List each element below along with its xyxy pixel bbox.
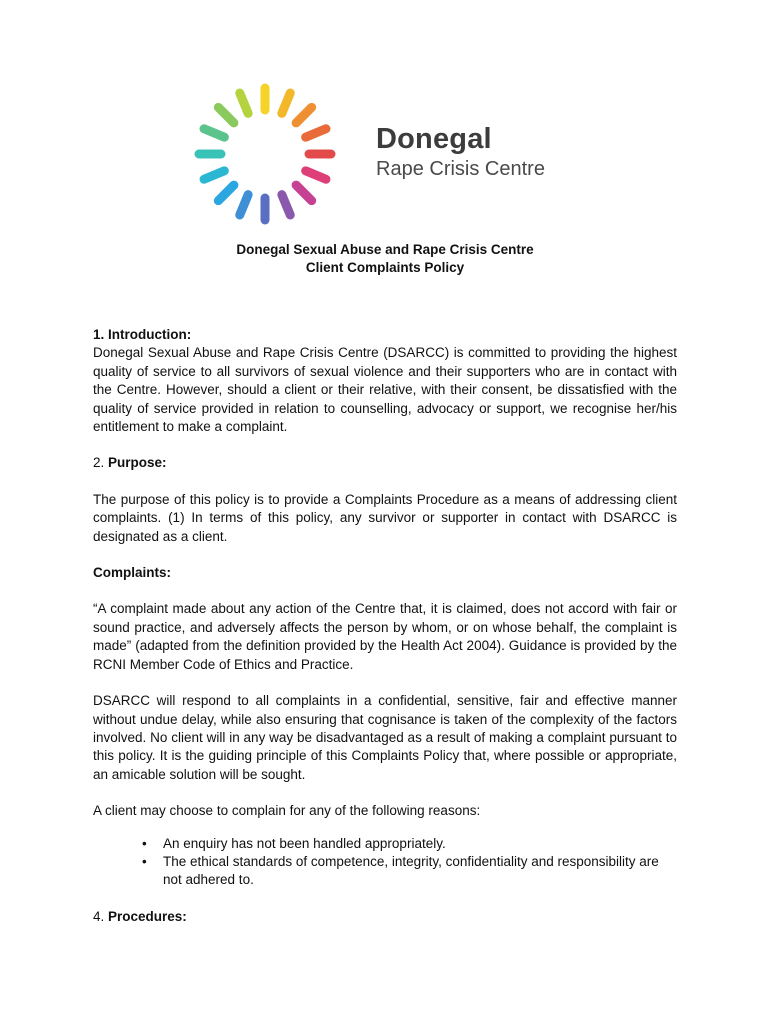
complaint-reasons-list	[93, 835, 677, 890]
logo-ray	[282, 195, 290, 215]
list-item-text: An enquiry has not been handled appropriately.	[163, 835, 446, 851]
title-line-1: Donegal Sexual Abuse and Rape Crisis Centre	[236, 242, 534, 257]
complaint-definition-paragraph: “A complaint made about any action of the Centre that, it is claimed, does not accord with fair or sound practice, and adversely affects the person by whom, or on whose behalf, the complaint is made” (adapted from the definition provided by the Health Act 2004). Guidance is provided by the RCNI Member Code of Ethics and Practice.	[93, 601, 677, 672]
bullet-icon: •	[142, 835, 147, 851]
title-line-2: Client Complaints Policy	[305, 260, 465, 275]
intro-heading: 1. Introduction:	[93, 327, 192, 342]
logo-ray	[218, 185, 234, 201]
complaints-heading: Complaints:	[93, 565, 172, 581]
logo-ray	[306, 171, 326, 179]
logo-ray	[240, 93, 248, 113]
logo-org-name: Donegal	[376, 123, 492, 155]
logo-ray	[306, 129, 326, 137]
document-body	[93, 326, 677, 926]
purpose-heading-label: Purpose:	[108, 455, 167, 471]
logo-ray	[296, 107, 312, 123]
complaint-response-paragraph: DSARCC will respond to all complaints in a confidential, sensitive, fair and effective manner without undue delay, while also ensuring that cognisance is taken of the complexity of the factors involved. No client will in any way be disadvantaged as a result of making a complaint pursuant to this policy. It is the guiding principle of this Complaints Policy that, where possible or appropriate, an amicable solution will be sought.	[93, 693, 677, 782]
logo-ray	[204, 129, 224, 137]
logo-ray	[296, 185, 312, 201]
procedures-heading	[93, 908, 677, 926]
list-item-text: The ethical standards of competence, integrity, confidentiality and responsibility are not adhered to.	[163, 853, 659, 888]
purpose-number: 2.	[93, 455, 109, 471]
purpose-paragraph: The purpose of this policy is to provide a Complaints Procedure as a means of addressing client complaints. (1) In terms of this policy, any survivor or supporter in contact with DSARCC is designated as a client.	[93, 491, 677, 544]
organization-logo	[190, 82, 590, 232]
complaint-reasons-intro: A client may choose to complain for any of the following reasons:	[93, 803, 481, 819]
intro-paragraph: Donegal Sexual Abuse and Rape Crisis Centre (DSARCC) is committed to providing the highest quality of service to all survivors of sexual violence and their supporters who are in contact with the Centre. However, should a client or their relative, with their consent, be dissatisfied with the quality of service provided in relation to counselling, advocacy or support, we recognise her/his entitlement to make a complaint.	[93, 345, 677, 435]
list-item	[142, 853, 677, 890]
logo-ray	[204, 171, 224, 179]
procedures-heading-label: Procedures:	[108, 908, 187, 924]
document-title	[0, 241, 770, 277]
logo-ray	[240, 195, 248, 215]
bullet-icon: •	[142, 853, 147, 869]
purpose-heading	[93, 454, 677, 472]
list-item	[142, 835, 677, 853]
sunburst-logo-icon	[190, 82, 360, 232]
logo-org-subtitle: Rape Crisis Centre	[376, 158, 545, 180]
logo-ray	[218, 107, 234, 123]
procedures-number: 4.	[93, 908, 109, 924]
logo-ray	[282, 93, 290, 113]
